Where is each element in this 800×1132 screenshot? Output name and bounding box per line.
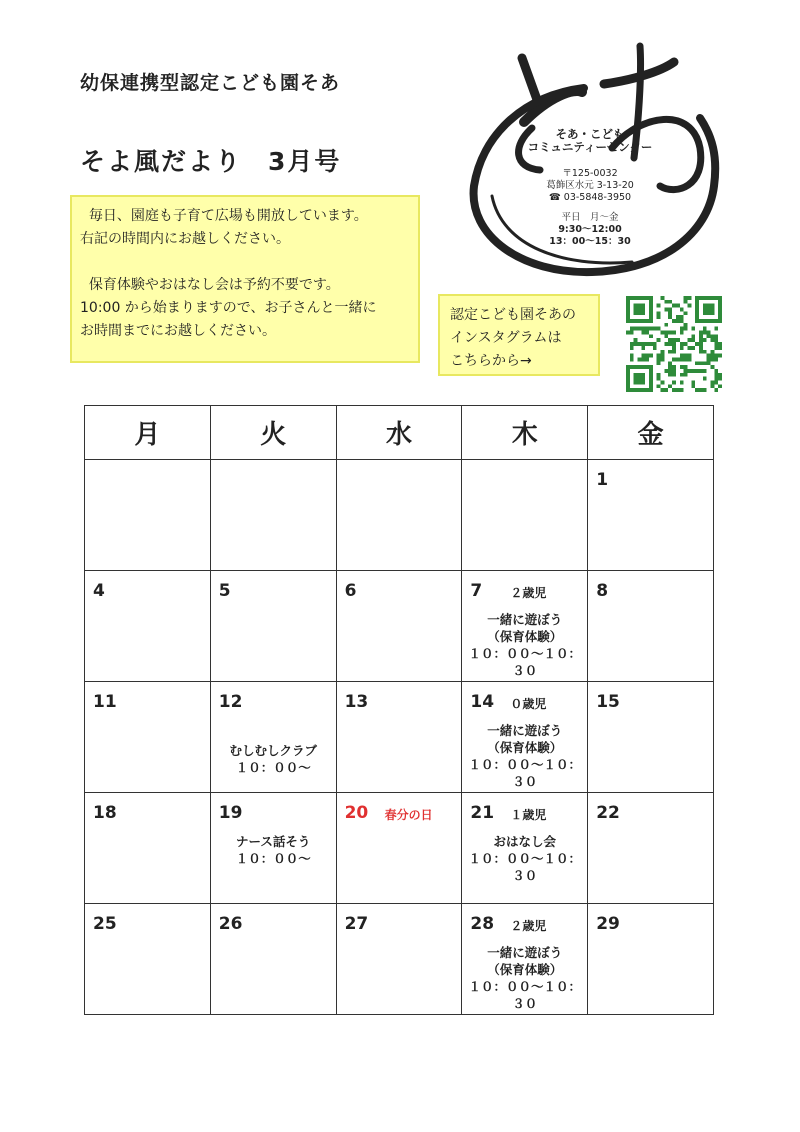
day-number: 6: [344, 581, 357, 601]
calendar-day-cell: [588, 793, 714, 904]
day-number: 29: [596, 914, 620, 934]
calendar-day-cell: [210, 571, 336, 682]
age-group: ２歳児: [510, 586, 547, 600]
calendar-day-cell: [85, 571, 211, 682]
age-group: ０歳児: [510, 697, 547, 711]
day-number: 13: [344, 692, 369, 712]
holiday-label: 春分の日: [384, 808, 433, 822]
center-name: そあ・こども: [555, 127, 625, 141]
calendar-day-cell: [588, 904, 714, 1015]
calendar-day-cell: [85, 682, 211, 793]
calendar-day-cell: [85, 904, 211, 1015]
calendar-day-cell: [588, 682, 714, 793]
day-number: 22: [596, 803, 620, 823]
calendar-day-cell: [336, 460, 462, 571]
calendar-day-cell: [85, 793, 211, 904]
weekday-header: 月: [85, 406, 211, 460]
center-info: [505, 128, 675, 248]
calendar-day-cell: [462, 682, 588, 793]
calendar-week: [85, 682, 714, 793]
center-name: コミュニティーセンター: [527, 140, 653, 154]
calendar-day-cell: [336, 904, 462, 1015]
day-number: 12: [218, 692, 243, 712]
calendar-day-cell: [462, 904, 588, 1015]
hours-notice: [70, 195, 420, 363]
event-line: 一緒に遊ぼう: [487, 612, 563, 627]
qr-code-icon[interactable]: [626, 296, 722, 392]
day-number: 25: [93, 914, 117, 934]
notice-line: 10:00 から始まりますので、お子さんと一緒に: [80, 300, 377, 316]
day-number: 19: [218, 803, 243, 823]
day-number: 14: [470, 692, 495, 712]
weekday-header: 水: [336, 406, 462, 460]
issue-label: 3月号: [268, 147, 342, 176]
instagram-notice: [438, 294, 600, 376]
insta-line: こちらから→: [450, 353, 532, 369]
calendar-day-cell: [588, 460, 714, 571]
phone: ☎ 03-5848-3950: [548, 192, 632, 203]
day-number: 8: [596, 581, 609, 601]
event-line: （保育体験）: [487, 740, 563, 755]
calendar-day-cell: [85, 460, 211, 571]
open-days: 平日 月～金: [561, 212, 619, 223]
event-line: むしむしクラブ: [229, 743, 317, 758]
calendar-day-cell: [336, 682, 462, 793]
insta-line: インスタグラムは: [450, 330, 562, 346]
event-line: １０：００～１０：３０: [468, 646, 582, 678]
day-number: 20: [344, 803, 369, 823]
event-line: （保育体験）: [487, 629, 563, 644]
day-number: 21: [470, 803, 495, 823]
postal-code: 〒125-0032: [562, 168, 618, 179]
notice-line: 毎日、園庭も子育て広場も開放しています。: [88, 208, 368, 224]
newsletter-title: [80, 142, 341, 178]
calendar-day-cell: [462, 793, 588, 904]
age-group: １歳児: [510, 808, 547, 822]
day-number: 1: [596, 470, 609, 490]
day-number: 26: [218, 914, 243, 934]
notice-line: 保育体験やおはなし会は予約不要です。: [88, 277, 340, 293]
event-line: １０：００～: [235, 760, 311, 775]
event-info: [462, 944, 587, 1012]
calendar-week: [85, 793, 714, 904]
day-number: 28: [470, 914, 495, 934]
event-info: [211, 742, 336, 776]
event-line: おはなし会: [493, 834, 557, 849]
event-line: １０：００～: [235, 851, 311, 866]
event-line: ナース話そう: [236, 834, 311, 849]
event-info: [462, 833, 587, 884]
notice-line: お時間までにお越しください。: [80, 323, 276, 339]
day-number: 15: [596, 692, 620, 712]
calendar-week: [85, 571, 714, 682]
event-info: [462, 611, 587, 679]
event-line: 一緒に遊ぼう: [487, 723, 563, 738]
calendar-day-cell: [588, 571, 714, 682]
title-text: そよ風だより: [80, 147, 243, 176]
age-group: ２歳児: [510, 919, 547, 933]
calendar-day-cell: [336, 793, 462, 904]
event-line: １０：００～１０：３０: [468, 851, 582, 883]
event-line: １０：００～１０：３０: [468, 979, 582, 1011]
calendar-day-cell: [210, 460, 336, 571]
day-number: 18: [93, 803, 117, 823]
weekday-row: [85, 406, 714, 460]
event-info: [211, 833, 336, 867]
weekday-header: 木: [462, 406, 588, 460]
day-number: 5: [218, 581, 231, 601]
day-number: 4: [93, 581, 105, 601]
insta-line: 認定こども園そあの: [450, 307, 576, 323]
event-line: 一緒に遊ぼう: [487, 945, 563, 960]
notice-line: 右記の時間内にお越しください。: [80, 231, 290, 247]
calendar-week: [85, 904, 714, 1015]
day-number: 7: [470, 581, 483, 601]
address: 葛飾区水元 3-13-20: [546, 180, 634, 191]
calendar-day-cell: [210, 682, 336, 793]
calendar-day-cell: [210, 904, 336, 1015]
org-name: 幼保連携型認定こども園そあ: [80, 72, 341, 94]
calendar-week: [85, 460, 714, 571]
day-number: 27: [344, 914, 369, 934]
calendar-day-cell: [462, 571, 588, 682]
day-number: 11: [93, 692, 117, 712]
open-hours: 13：00～15：30: [549, 236, 631, 247]
calendar-day-cell: [462, 460, 588, 571]
weekday-header: 金: [588, 406, 714, 460]
calendar-day-cell: [210, 793, 336, 904]
event-line: （保育体験）: [487, 962, 563, 977]
weekday-header: 火: [210, 406, 336, 460]
open-hours: 9:30～12:00: [558, 224, 622, 235]
event-info: [462, 722, 587, 790]
event-line: １０：００～１０：３０: [468, 757, 582, 789]
calendar: [84, 405, 714, 1015]
calendar-day-cell: [336, 571, 462, 682]
